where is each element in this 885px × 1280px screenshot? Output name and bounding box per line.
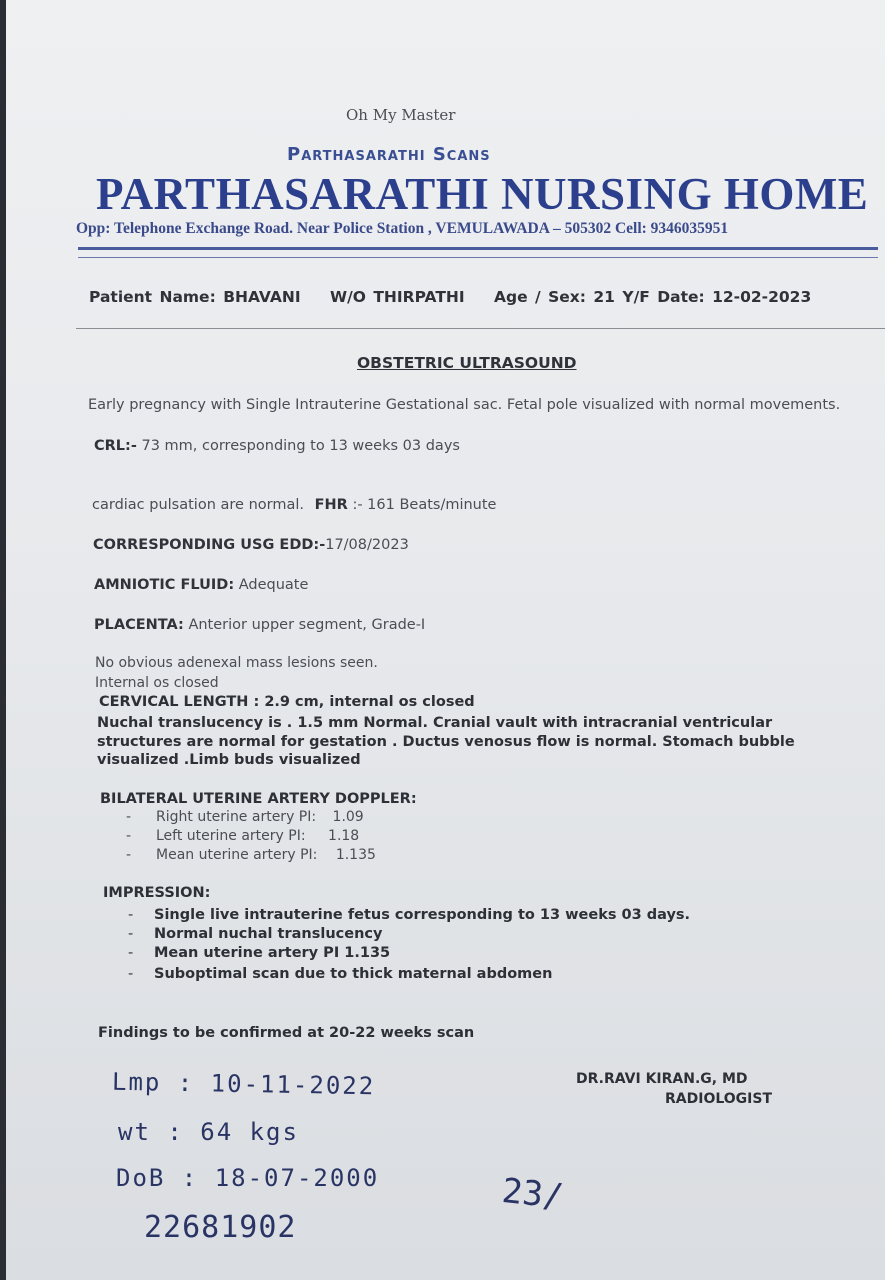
cervical-length: CERVICAL LENGTH : 2.9 cm, internal os closed	[99, 694, 475, 710]
confirm-note: Findings to be confirmed at 20-22 weeks scan	[98, 1025, 475, 1041]
doctor-name: DR.RAVI KIRAN.G, MD	[576, 1071, 748, 1087]
patient-name-label: Patient Name:	[89, 288, 216, 306]
doppler-title: BILATERAL UTERINE ARTERY DOPPLER:	[100, 791, 417, 807]
patient-relation: W/O THIRPATHI	[330, 288, 465, 306]
doppler-label: Mean uterine artery PI:	[156, 847, 318, 863]
nuchal-line-1: Nuchal translucency is . 1.5 mm Normal. Cranial vault with intracranial ventricular	[97, 715, 773, 731]
report-date: 12-02-2023	[712, 288, 812, 306]
doppler-item: - Left uterine artery PI: 1.18	[126, 828, 360, 844]
crl-label: CRL:-	[94, 438, 137, 454]
doppler-value: 1.18	[328, 828, 360, 844]
hospital-address: Opp: Telephone Exchange Road. Near Police Station , VEMULAWADA – 505302 Cell: 9346035951	[76, 220, 729, 237]
invocation-text: Oh My Master	[346, 106, 456, 124]
handwritten-dob: DoB : 18-07-2000	[116, 1164, 380, 1192]
handwritten-lmp: Lmp : 10-11-2022	[111, 1067, 376, 1101]
doppler-item: - Right uterine artery PI: 1.09	[126, 809, 364, 825]
handwritten-signature: 23/	[500, 1170, 566, 1218]
crl-value: 73 mm, corresponding to 13 weeks 03 days	[141, 438, 460, 454]
patient-info-row	[89, 288, 811, 306]
edd-line	[93, 537, 409, 553]
impression-item: - Mean uterine artery PI 1.135	[128, 945, 391, 961]
scans-name: Parthasarathi Scans	[287, 144, 491, 165]
patient-divider	[76, 328, 885, 329]
patient-name: BHAVANI	[223, 288, 301, 306]
nuchal-line-2: structures are normal for gestation . Ductus venosus flow is normal. Stomach bubble	[97, 734, 795, 750]
adnexal-text: No obvious adenexal mass lesions seen.	[95, 655, 378, 671]
doppler-label: Left uterine artery PI:	[156, 828, 306, 844]
impression-item: - Suboptimal scan due to thick maternal abdomen	[128, 966, 553, 982]
nuchal-line-3: visualized .Limb buds visualized	[97, 752, 361, 768]
fhr-line	[92, 497, 496, 513]
placenta-label: PLACENTA:	[94, 617, 184, 633]
handwritten-number: 22681902	[144, 1210, 297, 1245]
header-divider-thin	[78, 257, 878, 258]
doppler-value: 1.09	[332, 809, 364, 825]
fluid-value: Adequate	[238, 577, 309, 593]
impression-text: Mean uterine artery PI 1.135	[154, 945, 391, 961]
impression-item: - Normal nuchal translucency	[128, 926, 383, 942]
doppler-label: Right uterine artery PI:	[156, 809, 317, 825]
header-divider	[78, 247, 878, 250]
edd-label: CORRESPONDING USG EDD:-	[93, 537, 326, 553]
impression-title: IMPRESSION:	[103, 885, 211, 901]
crl-line	[94, 438, 460, 454]
fhr-label: FHR	[314, 497, 348, 513]
handwritten-weight: wt : 64 kgs	[118, 1118, 299, 1146]
placenta-line	[94, 617, 425, 633]
age-sex-value: 21 Y/F	[593, 288, 650, 306]
doctor-title: RADIOLOGIST	[665, 1091, 773, 1107]
impression-item: - Single live intrauterine fetus corresponding to 13 weeks 03 days.	[128, 907, 691, 923]
doppler-value: 1.135	[335, 847, 376, 863]
report-title: OBSTETRIC ULTRASOUND	[357, 354, 577, 372]
age-sex-label: Age / Sex:	[494, 288, 586, 306]
fhr-value: :- 161 Beats/minute	[352, 497, 497, 513]
date-label: Date:	[657, 288, 705, 306]
placenta-value: Anterior upper segment, Grade-I	[188, 617, 426, 633]
internal-os-text: Internal os closed	[95, 675, 219, 691]
doppler-item: - Mean uterine artery PI: 1.135	[126, 847, 376, 863]
impression-text: Suboptimal scan due to thick maternal abdomen	[154, 966, 553, 982]
intro-text: Early pregnancy with Single Intrauterine Gestational sac. Fetal pole visualized with normal movements.	[88, 397, 841, 413]
amniotic-fluid-line	[94, 577, 308, 593]
hospital-name: PARTHASARATHI NURSING HOME	[96, 169, 869, 219]
edd-value: 17/08/2023	[325, 537, 409, 553]
cardiac-text: cardiac pulsation are normal.	[92, 497, 304, 513]
impression-text: Single live intrauterine fetus corresponding to 13 weeks 03 days.	[154, 907, 691, 923]
fluid-label: AMNIOTIC FLUID:	[94, 577, 235, 593]
report-paper	[6, 0, 885, 1280]
impression-text: Normal nuchal translucency	[154, 926, 383, 942]
